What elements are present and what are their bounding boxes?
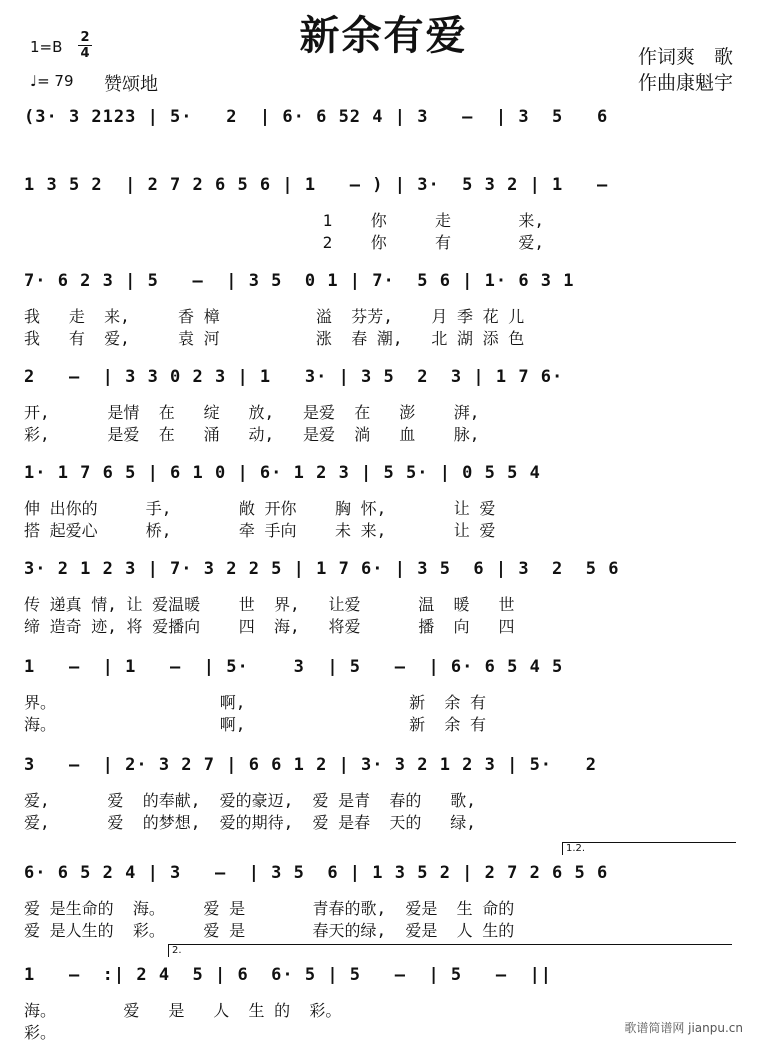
notation-line: 7· 6 2 3 | 5 – | 3 5 0 1 | 7· 5 6 | 1· 6 3 1 xyxy=(24,271,575,291)
notation-line: 1 – | 1 – | 5· 3 | 5 – | 6· 6 5 4 5 xyxy=(24,657,564,677)
notation-line: 1 – :| 2 4 5 | 6 6· 5 | 5 – | 5 – || xyxy=(24,965,553,985)
lyric-verse-2: 海。 啊, 新 余 有 xyxy=(24,715,487,734)
volta-bracket: 2. xyxy=(168,944,732,957)
lyric-verse-2: 爱 是人生的 彩。 爱 是 春天的绿, 爱是 人 生的 xyxy=(24,921,515,940)
lyric-verse-2: 我 有 爱, 袁 河 涨 春 潮, 北 湖 添 色 xyxy=(24,329,525,348)
lyric-verse-1: 海。 爱 是 人 生 的 彩。 xyxy=(24,1001,342,1020)
notation-line: 1· 1 7 6 5 | 6 1 0 | 6· 1 2 3 | 5 5· | 0 5 5 4 xyxy=(24,463,541,483)
lyric-verse-1: 伸 出你的 手, 敞 开你 胸 怀, 让 爱 xyxy=(24,499,496,518)
lyric-verse-1: 传 递真 情, 让 爱温暖 世 界, 让爱 温 暖 世 xyxy=(24,595,515,614)
lyric-verse-2: 彩, 是爱 在 涌 动, 是爱 淌 血 脉, xyxy=(24,425,480,444)
lyric-verse-1: 爱 是生命的 海。 爱 是 青春的歌, 爱是 生 命的 xyxy=(24,899,515,918)
time-top: 2 xyxy=(80,30,90,45)
key-signature: 1=B xyxy=(30,38,63,56)
lyric-verse-2: 彩。 xyxy=(24,1023,57,1042)
notation-line: (3· 3 2123 | 5· 2 | 6· 6 52 4 | 3 – | 3 5 6 xyxy=(24,107,609,127)
lyric-verse-1: 1 你 走 来, xyxy=(24,211,545,230)
song-title: 新余有爱 xyxy=(299,13,468,59)
notation-line: 3 – | 2· 3 2 7 | 6 6 1 2 | 3· 3 2 1 2 3 | 5· 2 xyxy=(24,755,597,775)
lyric-verse-2: 缔 造奇 迹, 将 爱播向 四 海, 将爱 播 向 四 xyxy=(24,617,515,636)
time-signature xyxy=(78,30,92,61)
watermark: 歌谱简谱网 jianpu.cn xyxy=(624,1021,743,1035)
notation-line: 1 3 5 2 | 2 7 2 6 5 6 | 1 – ) | 3· 5 3 2 | 1 – xyxy=(24,175,609,195)
tempo-mark: ♩= 79 xyxy=(30,72,74,90)
lyric-verse-1: 我 走 来, 香 樟 溢 芬芳, 月 季 花 儿 xyxy=(24,307,525,326)
lyric-verse-2: 搭 起爱心 桥, 牵 手向 未 来, 让 爱 xyxy=(24,521,496,540)
lyricist-credit: 作词爽 歌 xyxy=(637,46,733,68)
mood-mark: 赞颂地 xyxy=(104,74,158,95)
composer-credit: 作曲康魁宇 xyxy=(637,72,733,94)
time-bottom: 4 xyxy=(80,46,90,61)
lyric-verse-1: 界。 啊, 新 余 有 xyxy=(24,693,487,712)
notation-line: 6· 6 5 2 4 | 3 – | 3 5 6 | 1 3 5 2 | 2 7 2 6 5 6 xyxy=(24,863,609,883)
lyric-verse-2: 爱, 爱 的梦想, 爱的期待, 爱 是春 天的 绿, xyxy=(24,813,476,832)
lyric-verse-1: 开, 是情 在 绽 放, 是爱 在 澎 湃, xyxy=(24,403,480,422)
lyric-verse-1: 爱, 爱 的奉献, 爱的豪迈, 爱 是青 春的 歌, xyxy=(24,791,476,810)
lyric-verse-2: 2 你 有 爱, xyxy=(24,233,545,252)
notation-line: 3· 2 1 2 3 | 7· 3 2 2 5 | 1 7 6· | 3 5 6 | 3 2 5 6 xyxy=(24,559,620,579)
notation-line: 2 – | 3 3 0 2 3 | 1 3· | 3 5 2 3 | 1 7 6· xyxy=(24,367,564,387)
volta-bracket: 1.2. xyxy=(562,842,736,855)
